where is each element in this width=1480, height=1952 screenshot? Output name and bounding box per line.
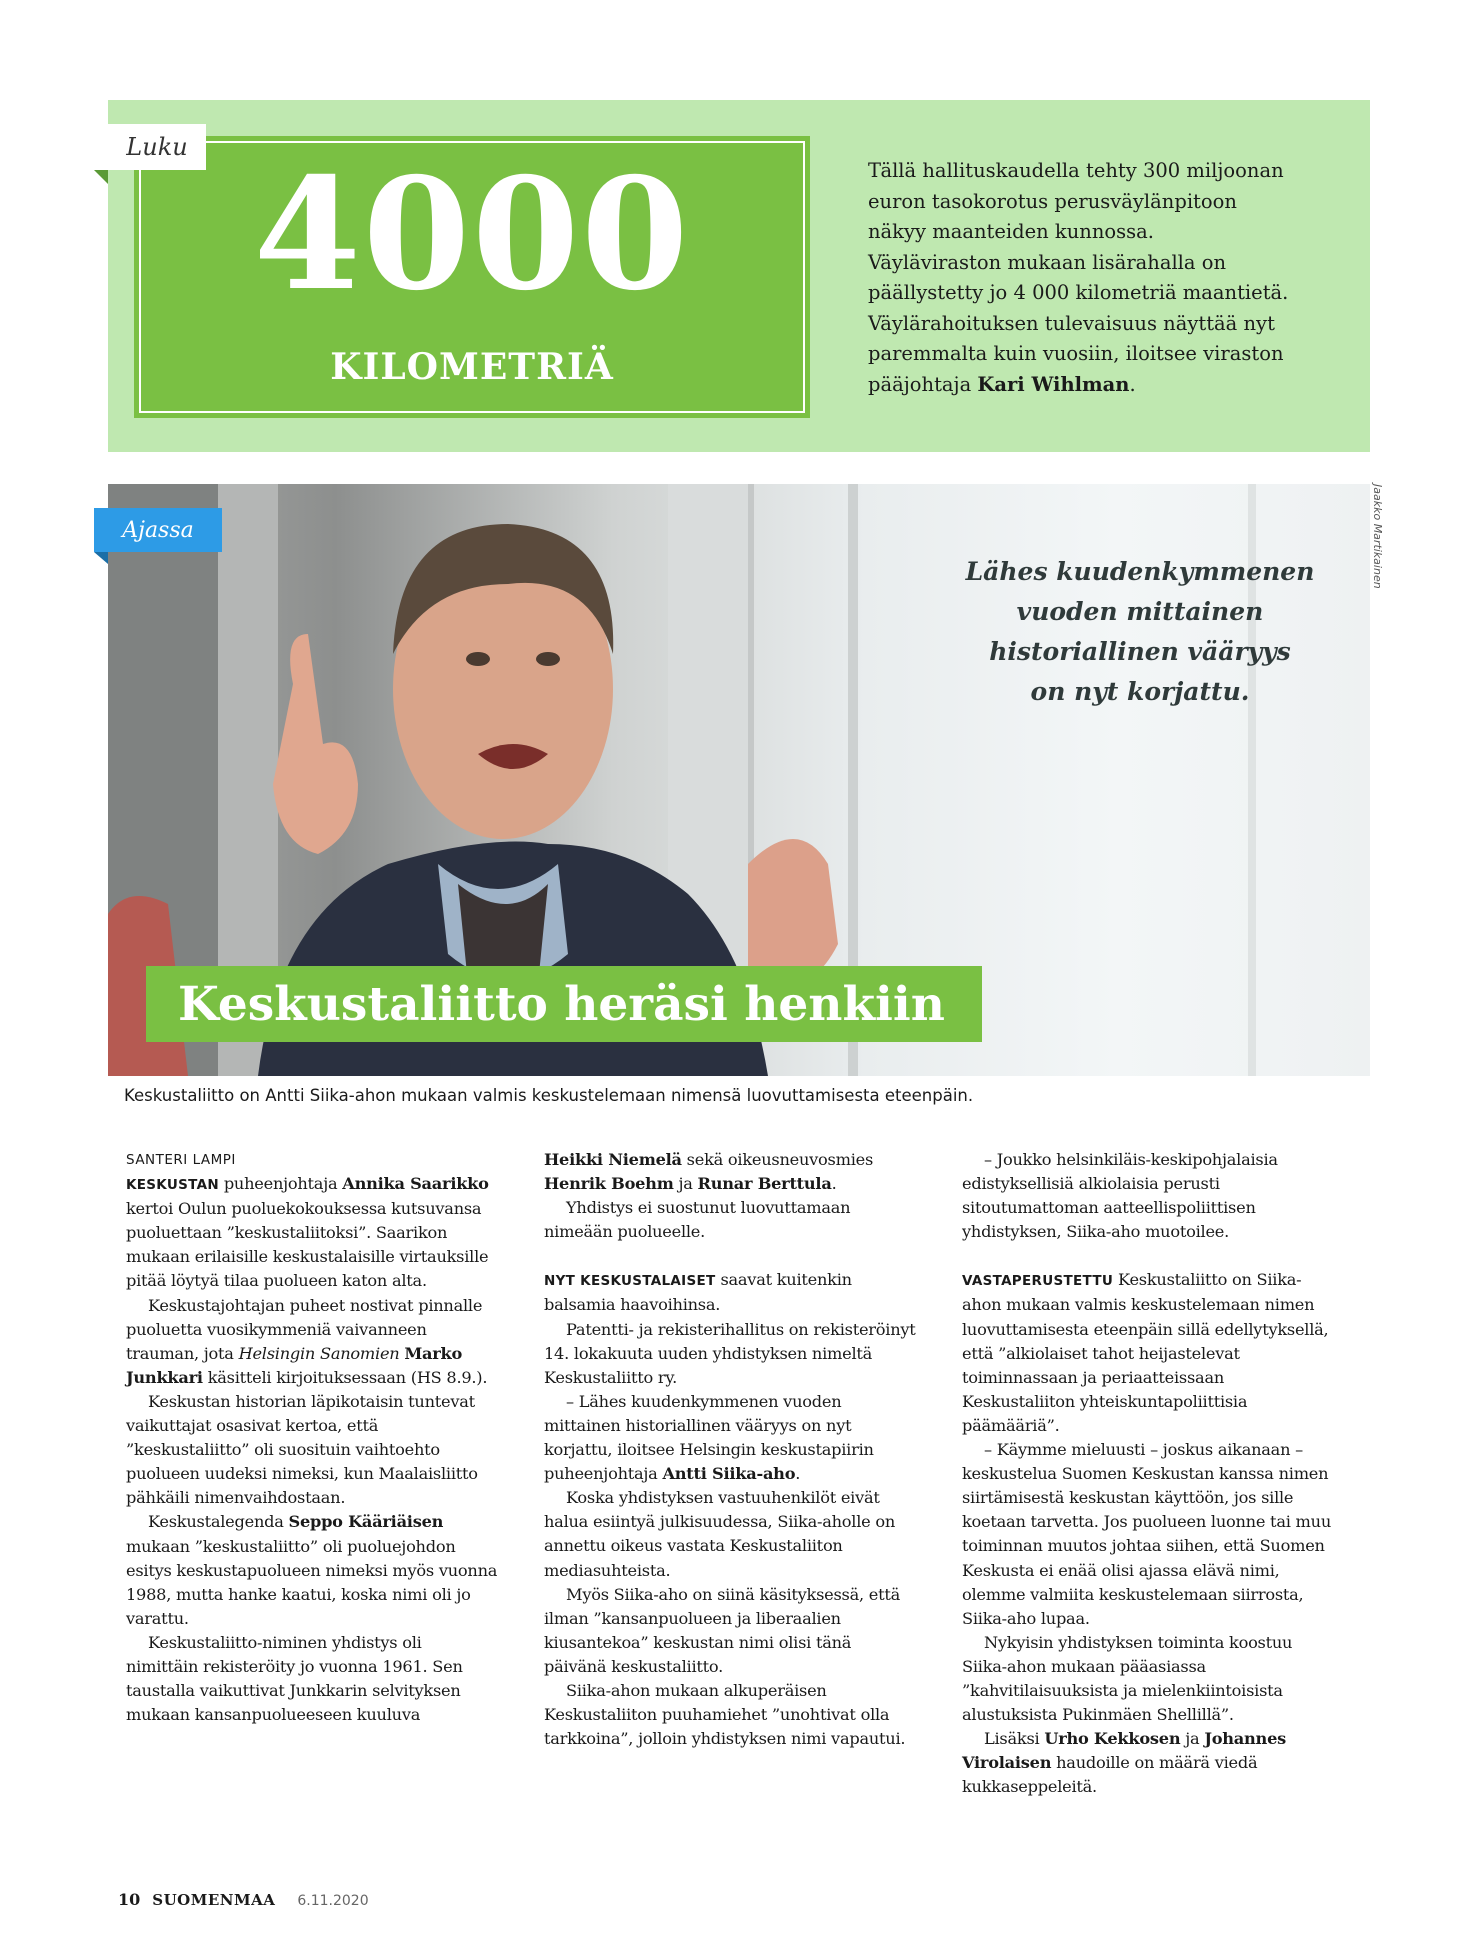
luku-text-suffix: . [1129,372,1136,396]
paragraph: Nykyisin yhdistyksen toiminta koostuu Siika-ahon mukaan pääasiassa ”kahvitilaisuuksista ja mielenkiintoisista alustuksista Pukinmäen Shellillä”. [962,1632,1293,1725]
pull-quote-line: on nyt korjattu. [1030,677,1250,706]
pull-quote-line: vuoden mittainen [1016,597,1264,626]
paragraph: Heikki Niemelä sekä oikeusneuvosmies Henrik Boehm ja Runar Berttula. [544,1150,874,1194]
article-headline: Keskustaliitto heräsi henkiin [178,976,945,1032]
tab-fold-decoration [94,552,108,564]
paragraph: Keskustajohtajan puheet nostivat pinnalle puoluetta vuosikymmeniä vaivanneen trauman, jota Helsingin Sanomien Marko Junkkari käsitteli kirjoituksessaan (HS 8.9.). [126,1295,488,1387]
magazine-name: SUOMENMAA [152,1891,276,1909]
article-column-3 [962,1148,1334,1799]
section-tab-ajassa: Ajassa [94,508,222,552]
big-number-panel [134,136,810,418]
paragraph: VASTAPERUSTETTU Keskustaliitto on Siika-ahon mukaan valmis keskustelemaan nimen luovuttamisesta eteenpäin sillä edellytyksellä, että ”alkiolaiset tahot heijastelevat toiminnassaan ja periaatteissaan Keskustaliiton yhteiskuntapoliittisia päämääriä”. [962,1270,1329,1435]
luku-text-line [868,370,1338,401]
paragraph: – Käymme mieluusti – joskus aikanaan – keskustelua Suomen Keskustan kanssa nimen siirtämisestä keskustan käyttöön, jos sille koetaan tarvetta. Jos puolueen luonne tai muu toiminnan muutos johtaa siihen, että Suomen Keskusta ei enää olisi ajassa elävä nimi, olemme valmiita keskustelemaan siirrosta, Siika-aho lupaa. [962,1440,1331,1628]
paragraph: – Lähes kuudenkymmenen vuoden mittainen historiallinen vääryys on nyt korjattu, iloitsee Helsingin keskustapiirin puheenjohtaja Antti Siika-aho. [544,1391,874,1484]
paragraph: Keskustan historian läpikotaisin tuntevat vaikuttajat osasivat kertoa, että ”keskustaliitto” oli suosituin vaihtoehto puolueen uudeksi nimeksi, kun Maalaisliitto pähkäili nimenvaihdostaan. [126,1391,478,1508]
tab-fold-decoration [94,170,108,184]
paragraph: Siika-ahon mukaan alkuperäisen Keskustaliiton puuhamiehet ”unohtivat olla tarkkoina”, jolloin yhdistyksen nimi vapautui. [544,1680,906,1749]
lead-in: NYT KESKUSTALAISET [544,1273,716,1290]
page-footer [118,1890,369,1909]
luku-text-line: euron tasokorotus perusväylänpitoon [868,189,1237,213]
paragraph: Keskustalegenda Seppo Kääriäisen mukaan ”keskustaliitto” oli puoluejohdon esitys keskustapuolueen nimeksi myös vuonna 1988, mutta hanke kaatui, koska nimi oli jo varattu. [126,1512,498,1628]
luku-text-line: Tällä hallituskaudella tehty 300 miljoonan [868,159,1284,182]
big-number-unit: KILOMETRIÄ [330,346,614,388]
paragraph: Patentti- ja rekisterihallitus on rekisteröinyt 14. lokakuuta uuden yhdistyksen nimeltä Keskustaliitto ry. [544,1319,916,1387]
luku-tab: Luku [108,124,206,170]
article-column-1 [126,1148,498,1727]
luku-text-line: Väyläviraston mukaan lisärahalla on [868,250,1227,274]
luku-text-line: Väylärahoituksen tulevaisuus näyttää nyt [868,311,1275,335]
paragraph: Yhdistys ei suostunut luovuttamaan nimeään puolueelle. [544,1198,851,1242]
lead-in: VASTAPERUSTETTU [962,1273,1114,1290]
luku-text-line: paremmalta kuin vuosiin, iloitsee viraston [868,342,1284,365]
paragraph: Myös Siika-aho on siinä käsityksessä, että ilman ”kansanpuolueen ja liberaalien kiusantekoa” keskustan nimi olisi tänä päivänä keskustaliitto. [544,1584,901,1676]
photo-caption: Keskustaliitto on Antti Siika-ahon mukaan valmis keskustelemaan nimensä luovuttamisesta eteenpäin. [124,1086,974,1105]
photo-credit: Jaakko Martikainen [1371,484,1384,589]
paragraph: NYT KESKUSTALAISET saavat kuitenkin balsamia haavoihinsa. [544,1270,852,1315]
luku-text-prefix: pääjohtaja [868,372,978,396]
big-number: 4000 [253,144,691,325]
luku-text-name: Kari Wihlman [977,372,1130,396]
page-number: 10 [118,1890,141,1909]
byline: SANTERI LAMPI [126,1152,236,1168]
luku-text-line: näkyy maanteiden kunnossa. [868,220,1154,243]
paragraph: – Joukko helsinkiläis-keskipohjalaisia edistyksellisiä alkiolaisia perusti sitoutumattoman aatteellispoliittisen yhdistyksen, Siika-aho muotoilee. [962,1150,1278,1242]
lead-in: KESKUSTAN [126,1177,219,1194]
paragraph: Keskustaliitto-niminen yhdistys oli nimittäin rekisteröity jo vuonna 1961. Sen taustalla vaikuttivat Junkkarin selvityksen mukaan kansanpuolueeseen kuuluva [126,1632,463,1725]
article-column-2 [544,1148,916,1751]
headline-bar [146,966,982,1042]
pull-quote-line: Lähes kuudenkymmenen [965,557,1315,586]
pull-quote-line: historiallinen vääryys [989,637,1291,666]
paragraph: KESKUSTAN puheenjohtaja Annika Saarikko kertoi Oulun puoluekokouksessa kutsuvansa puoluettaan ”keskustaliitoksi”. Saarikon mukaan erilaisille keskustalaisille virtauksille pitää löytyä tilaa puolueen katon alta. [126,1174,489,1291]
paragraph: Koska yhdistyksen vastuuhenkilöt eivät halua esiintyä julkisuudessa, Siika-aholle on annettu oikeus vastata Keskustaliiton mediasuhteista. [544,1488,896,1580]
luku-text-line: päällystetty jo 4 000 kilometriä maantietä. [868,281,1289,304]
paragraph: Lisäksi Urho Kekkosen ja Johannes Virolaisen haudoille on määrä viedä kukkaseppeleitä. [962,1729,1286,1797]
luku-text [868,156,1338,400]
pull-quote [950,552,1330,712]
issue-date: 6.11.2020 [297,1893,369,1909]
